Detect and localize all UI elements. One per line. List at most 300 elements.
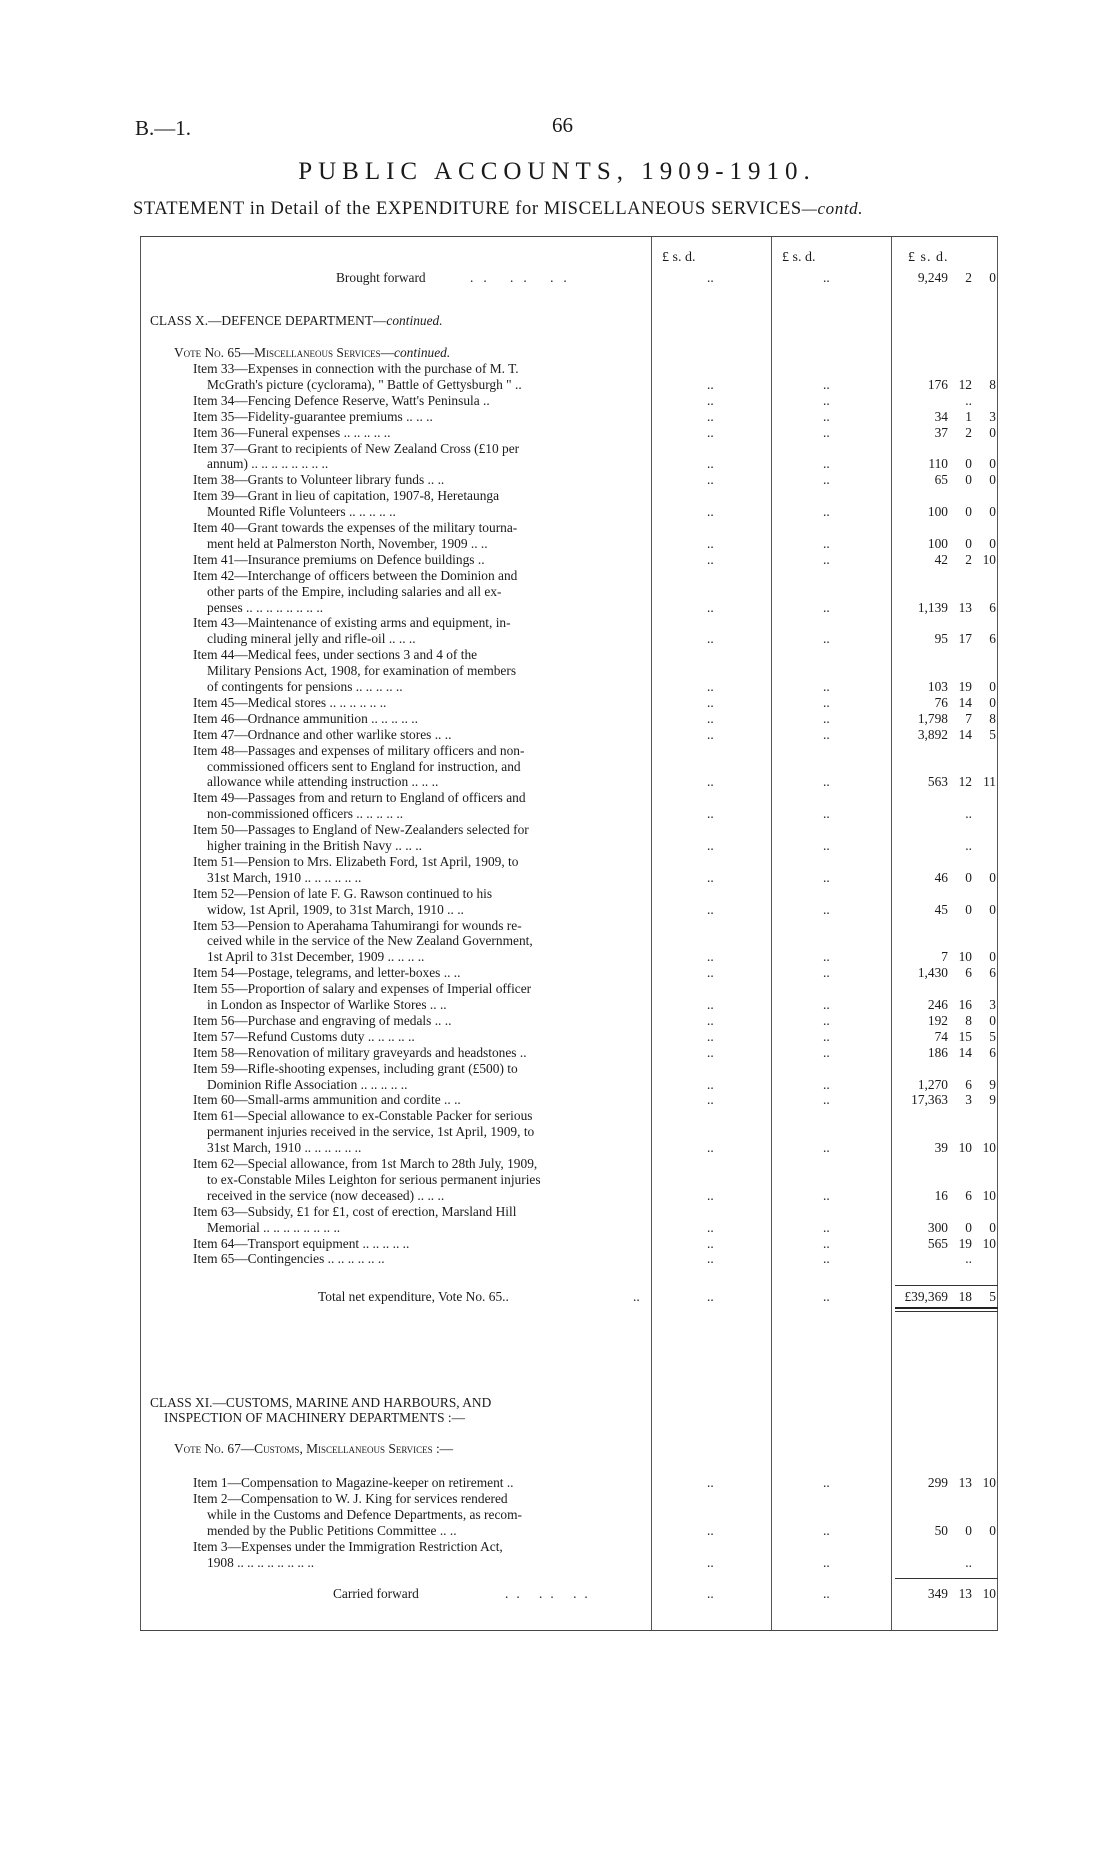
carried-forward-label: Carried forward [333,1586,419,1601]
item-amount-pounds: 7 [941,949,948,965]
class-x-heading [150,313,443,328]
item-col2-empty: .. [823,1044,830,1060]
item-amount-shillings: 6 [965,965,972,981]
item-amount-pence: 6 [989,1044,996,1060]
item-amount-pence: 0 [989,456,996,472]
item-text-line: Military Pensions Act, 1908, for examination of members [207,663,517,679]
item-amount [890,456,996,471]
item-col2-empty: .. [823,376,830,392]
item-col2-empty: .. [823,1187,830,1203]
item-amount-pence: 0 [989,869,996,885]
item-amount-pounds: 103 [927,679,948,694]
item-col2-empty: .. [823,694,830,710]
item-amount-pounds: 1,270 [917,1076,948,1092]
vote-67-item-amount-pounds: 50 [934,1522,948,1538]
item-amount [890,393,996,408]
vote-65-contd: continued. [394,345,451,360]
class-xi-heading-line1: CLASS XI.—CUSTOMS, MARINE AND HARBOURS, AND [150,1395,492,1410]
item-col1-empty: .. [707,599,714,615]
item-amount-pounds: 176 [927,376,948,392]
item-amount [890,679,996,694]
item-amount [890,774,996,789]
item-amount-pounds: 37 [934,424,948,440]
item-text-line: 31st March, 1910 .. .. .. .. .. .. [207,869,362,885]
vote-67-item-amount-shillings: 0 [965,1522,972,1538]
item-col1-empty: .. [707,726,714,742]
item-text-line: other parts of the Empire, including salaries and all ex- [207,583,502,599]
item-col1-empty: .. [707,472,714,488]
item-col1-empty: .. [707,456,714,472]
item-amount [890,1092,996,1107]
item-amount-pence: 0 [989,535,996,551]
item-amount [890,727,996,742]
item-amount [890,377,996,392]
item-text-line: received in the service (now deceased) .. .. .. [207,1187,445,1203]
item-text-line: Item 61—Special allowance to ex-Constable Packer for serious [193,1108,533,1124]
item-amount-pounds: 563 [927,774,948,790]
item-amount-shillings: 14 [958,694,972,710]
item-col2-empty: .. [823,901,830,917]
item-text-line: ment held at Palmerston North, November, 1909 .. .. [207,535,488,551]
item-amount-pounds: 45 [934,901,948,917]
item-col2-empty: .. [823,392,830,408]
item-col1-empty: .. [707,806,714,822]
item-text-line: Item 38—Grants to Volunteer library funds .. .. [193,472,445,488]
item-amount-pounds: 1,798 [917,710,948,726]
item-amount-shillings: 16 [958,997,972,1012]
item-text-line: Item 44—Medical fees, under sections 3 and 4 of the [193,647,478,663]
brought-forward-amount-pence: 0 [989,270,996,285]
item-text-line: McGrath's picture (cyclorama), " Battle of Gettysburgh " .. [207,376,522,392]
vote-67-item-col1-empty: .. [707,1522,714,1538]
item-amount-pounds: 16 [934,1187,948,1203]
item-col2-empty: .. [823,806,830,822]
item-text-line: allowance while attending instruction .. .. .. [207,774,439,790]
item-amount-pounds: 1,139 [917,599,948,615]
item-amount-pounds: 1,430 [917,965,948,981]
item-amount-shillings: 0 [965,504,972,520]
vote-67-item-text-line: Item 1—Compensation to Magazine-keeper on retirement .. [193,1475,514,1490]
carried-forward-amount-pounds: 349 [927,1586,948,1601]
brought-forward-amount-pounds: 9,249 [917,270,948,285]
item-amount [890,902,996,917]
carried-forward-amount-shillings: 13 [958,1586,972,1601]
item-col2-empty: .. [823,1251,830,1267]
total-vote-65-amount-shillings: 18 [958,1289,972,1304]
item-amount [890,1045,996,1060]
item-text-line: to ex-Constable Miles Leighton for serious permanent injuries [207,1171,541,1187]
vote-65-heading [174,345,450,360]
item-amount [890,1188,996,1203]
item-amount-shillings: 2 [965,551,972,567]
item-amount-pence: 0 [989,949,996,965]
page-number: 66 [552,113,573,137]
item-text-line: Item 50—Passages to England of New-Zealanders selected for [193,822,529,838]
item-amount-pence: 6 [989,599,996,615]
item-text-line: commissioned officers sent to England for instruction, and [207,758,521,774]
item-col1-empty: .. [707,504,714,520]
item-col1-empty: .. [707,535,714,551]
total-vote-65-leader: .. [633,1289,640,1304]
item-col1-empty: .. [707,869,714,885]
item-amount-pounds: 95 [934,631,948,647]
rule-right [997,237,998,1630]
item-amount-shillings: 19 [958,679,972,694]
total-double-rule-1 [895,1307,998,1309]
vote-67-item-amount-pounds: 299 [927,1475,948,1490]
page-title: PUBLIC ACCOUNTS, 1909-1910. [298,158,816,185]
vote-67-item-amount-pence: 0 [989,1522,996,1538]
item-amount-pounds: 42 [934,551,948,567]
subtitle-text: STATEMENT in Detail of the EXPENDITURE for MISCELLANEOUS SERVICES [133,199,802,219]
item-amount-pounds: 100 [927,504,948,520]
vote-67-item-text-line: Item 2—Compensation to W. J. King for services rendered [193,1490,508,1506]
total-vote-65-col1-empty: .. [707,1289,714,1304]
item-amount-shillings: 0 [965,472,972,488]
carried-forward-leader: .. .. .. [505,1586,596,1601]
item-text-line: penses .. .. .. .. .. .. .. .. [207,599,324,615]
item-text-line: Item 51—Pension to Mrs. Elizabeth Ford, 1st April, 1909, to [193,853,519,869]
item-amount-pounds: 46 [934,869,948,885]
item-amount-shillings: 14 [958,1044,972,1060]
item-text-line: Item 56—Purchase and engraving of medals .. .. [193,1012,452,1028]
item-amount [890,695,996,710]
total-vote-65-col2-empty: .. [823,1289,830,1304]
item-text-line: of contingents for pensions .. .. .. .. .. [207,679,403,694]
item-text-line: Memorial .. .. .. .. .. .. .. .. [207,1219,341,1235]
item-amount-pence: 6 [989,965,996,981]
item-col2-empty: .. [823,679,830,694]
vote-67-item-amount [890,1523,996,1538]
vote-67-item-col1-empty: .. [707,1554,714,1570]
item-text-line: Dominion Rifle Association .. .. .. .. .. [207,1076,408,1092]
item-text-line: annum) .. .. .. .. .. .. .. .. [207,456,329,472]
vote-67-item-amount-shillings: 13 [958,1475,972,1490]
item-col2-empty: .. [823,838,830,853]
item-text-line: Item 42—Interchange of officers between the Dominion and [193,567,518,583]
item-amount-pence: 0 [989,679,996,694]
item-text-line: Item 36—Funeral expenses .. .. .. .. .. [193,424,391,440]
item-text-line: Item 58—Renovation of military graveyards and headstones .. [193,1044,527,1060]
item-col1-empty: .. [707,631,714,647]
item-col2-empty: .. [823,1076,830,1092]
item-text-line: Item 45—Medical stores .. .. .. .. .. .. [193,694,387,710]
item-amount-shillings: 0 [965,535,972,551]
brought-forward-col1-empty: .. [707,270,714,285]
item-col2-empty: .. [823,504,830,520]
item-col2-empty: .. [823,551,830,567]
item-amount-shillings: .. [965,838,972,853]
item-text-line: Item 41—Insurance premiums on Defence buildings .. [193,551,485,567]
item-text-line: Item 43—Maintenance of existing arms and equipment, in- [193,615,511,631]
vote-67-item-col2-empty: .. [823,1475,830,1490]
item-col1-empty: .. [707,1235,714,1251]
item-amount-pence: 0 [989,694,996,710]
col2-header: £ s. d. [782,250,816,265]
class-x-title: CLASS X.—DEFENCE DEPARTMENT— [150,313,387,328]
item-amount-shillings: 0 [965,456,972,472]
item-amount-shillings: 17 [958,631,972,647]
rule-col3 [891,237,892,1630]
item-amount-pence: 9 [989,1076,996,1092]
item-amount [890,1013,996,1028]
item-amount [890,472,996,487]
brought-forward-amount-shillings: 2 [965,270,972,285]
item-amount-pounds: 246 [927,997,948,1012]
item-amount-pounds: 39 [934,1140,948,1156]
item-amount [890,711,996,726]
carried-forward-col2-empty: .. [823,1586,830,1601]
item-amount [890,965,996,980]
item-col1-empty: .. [707,1012,714,1028]
item-col2-empty: .. [823,774,830,790]
item-col2-empty: .. [823,472,830,488]
item-amount [890,504,996,519]
item-amount-shillings: 10 [958,1140,972,1156]
item-col2-empty: .. [823,1012,830,1028]
item-amount-shillings: 14 [958,726,972,742]
carried-forward-amount [890,1586,996,1601]
item-col2-empty: .. [823,965,830,981]
item-col1-empty: .. [707,1187,714,1203]
carried-forward-amount-pence: 10 [982,1586,996,1601]
item-amount-pence: 0 [989,901,996,917]
statement-subtitle [133,199,863,220]
item-amount-shillings: 12 [958,774,972,790]
item-col2-empty: .. [823,408,830,424]
col1-header: £ s. d. [662,250,696,265]
item-amount-shillings: 1 [965,408,972,424]
item-amount-pounds: 300 [927,1219,948,1235]
brought-forward-label: Brought forward [336,270,426,285]
item-amount-pounds: 186 [927,1044,948,1060]
item-amount [890,1220,996,1235]
total-vote-65-amount [890,1289,996,1304]
item-amount-pence: 5 [989,1028,996,1044]
vote-67-item-amount-pence: 10 [982,1475,996,1490]
item-col1-empty: .. [707,679,714,694]
item-col2-empty: .. [823,1219,830,1235]
item-text-line: 1st April to 31st December, 1909 .. .. .. .. [207,949,425,965]
item-amount-pounds: 192 [927,1012,948,1028]
item-text-line: Item 52—Pension of late F. G. Rawson continued to his [193,885,493,901]
item-col1-empty: .. [707,997,714,1012]
item-col1-empty: .. [707,1140,714,1156]
item-text-line: Item 40—Grant towards the expenses of the military tourna- [193,520,518,535]
item-amount [890,536,996,551]
item-text-line: Mounted Rifle Volunteers .. .. .. .. .. [207,504,396,520]
item-col2-empty: .. [823,424,830,440]
item-col1-empty: .. [707,774,714,790]
item-col1-empty: .. [707,710,714,726]
vote-65-title: Vote No. 65—Miscellaneous Services— [174,345,395,360]
item-amount-shillings: 19 [958,1235,972,1251]
item-amount-pence: 3 [989,997,996,1012]
item-text-line: Item 49—Passages from and return to England of officers and [193,790,526,806]
item-col1-empty: .. [707,551,714,567]
item-col1-empty: .. [707,1076,714,1092]
item-amount-pence: 11 [983,774,996,790]
item-col2-empty: .. [823,456,830,472]
item-text-line: Item 64—Transport equipment .. .. .. .. .. [193,1235,410,1251]
vote-67-item-amount-shillings: .. [965,1554,972,1570]
vote-67-item-col2-empty: .. [823,1554,830,1570]
total-double-rule-2 [895,1311,998,1312]
item-amount-pence: 6 [989,631,996,647]
item-col2-empty: .. [823,1092,830,1108]
col3-header: £ s. d. [908,250,949,265]
item-col2-empty: .. [823,726,830,742]
item-amount-shillings: 2 [965,424,972,440]
item-amount-shillings: .. [965,1251,972,1267]
item-amount [890,631,996,646]
vote-67-item-text-line: Item 3—Expenses under the Immigration Restriction Act, [193,1538,503,1554]
carried-forward-col1-empty: .. [707,1586,714,1601]
item-col2-empty: .. [823,1028,830,1044]
item-amount [890,600,996,615]
item-text-line: Item 63—Subsidy, £1 for £1, cost of erection, Marsland Hill [193,1203,517,1219]
item-amount [890,838,996,853]
item-amount-pence: 10 [982,1187,996,1203]
item-amount [890,1251,996,1266]
class-xi-heading-line2: INSPECTION OF MACHINERY DEPARTMENTS :— [164,1410,466,1425]
item-amount-pence: 0 [989,1012,996,1028]
item-col1-empty: .. [707,376,714,392]
item-text-line: permanent injuries received in the service, 1st April, 1909, to [207,1124,535,1140]
item-amount-pounds: 34 [934,408,948,424]
item-amount-shillings: 0 [965,1219,972,1235]
item-text-line: Item 33—Expenses in connection with the purchase of M. T. [193,361,519,376]
item-text-line: Item 47—Ordnance and other warlike stores .. .. [193,726,452,742]
item-amount [890,870,996,885]
item-amount-shillings: 15 [958,1028,972,1044]
item-col2-empty: .. [823,869,830,885]
item-amount-pounds: 110 [928,456,948,472]
item-col2-empty: .. [823,599,830,615]
brought-forward-leader: .. .. .. [470,270,577,285]
item-amount-pounds: 100 [927,535,948,551]
item-col1-empty: .. [707,424,714,440]
vote-67-item-col1-empty: .. [707,1475,714,1490]
item-amount-pence: 3 [989,408,996,424]
item-col1-empty: .. [707,949,714,965]
item-amount-pounds: 3,892 [917,726,948,742]
vote-67-item-text-line: 1908 .. .. .. .. .. .. .. .. [207,1554,315,1570]
item-amount [890,949,996,964]
total-vote-65-label: Total net expenditure, Vote No. 65.. [318,1289,509,1304]
total-vote-65-amount-pounds: £39,369 [904,1289,948,1304]
item-text-line: Item 55—Proportion of salary and expenses of Imperial officer [193,981,532,997]
item-col1-empty: .. [707,408,714,424]
item-amount [890,1236,996,1251]
class-x-contd: continued. [386,313,443,328]
brought-forward-amount [890,270,996,285]
item-col1-empty: .. [707,392,714,408]
item-text-line: ceived while in the service of the New Zealand Government, [207,933,533,949]
item-col2-empty: .. [823,1235,830,1251]
item-amount-shillings: 13 [958,599,972,615]
item-text-line: Item 46—Ordnance ammunition .. .. .. .. .. [193,710,418,726]
rule-col2 [771,237,772,1630]
item-col1-empty: .. [707,901,714,917]
rule-col1 [651,237,652,1630]
item-amount-shillings: .. [965,806,972,822]
item-col1-empty: .. [707,1044,714,1060]
item-amount-shillings: .. [965,392,972,408]
item-amount [890,1029,996,1044]
item-text-line: Item 48—Passages and expenses of military officers and non- [193,742,525,758]
item-col1-empty: .. [707,1092,714,1108]
item-amount [890,1140,996,1155]
item-amount-shillings: 6 [965,1076,972,1092]
item-amount-pounds: 65 [934,472,948,488]
item-amount-pence: 10 [982,551,996,567]
vote-67-item-amount [890,1555,996,1570]
item-amount [890,425,996,440]
item-amount-pence: 5 [989,726,996,742]
item-amount-pence: 10 [982,1235,996,1251]
item-text-line: Item 54—Postage, telegrams, and letter-boxes .. .. [193,965,461,981]
item-text-line: Item 53—Pension to Aperahama Tahumirangi for wounds re- [193,917,522,933]
item-amount-shillings: 3 [965,1092,972,1108]
item-text-line: Item 60—Small-arms ammunition and cordite .. .. [193,1092,461,1108]
item-amount-pounds: 74 [934,1028,948,1044]
item-col2-empty: .. [823,949,830,965]
item-col1-empty: .. [707,965,714,981]
item-text-line: Item 57—Refund Customs duty .. .. .. .. .. [193,1028,415,1044]
item-amount-pence: 8 [989,376,996,392]
item-text-line: higher training in the British Navy .. .. .. [207,838,422,853]
brought-forward-col2-empty: .. [823,270,830,285]
item-text-line: Item 39—Grant in lieu of capitation, 1907-8, Heretaunga [193,488,500,504]
item-amount-pence: 10 [982,1140,996,1156]
item-text-line: widow, 1st April, 1909, to 31st March, 1910 .. .. [207,901,464,917]
item-text-line: non-commissioned officers .. .. .. .. .. [207,806,404,822]
vote-67-item-col2-empty: .. [823,1522,830,1538]
item-amount-pounds: 76 [934,694,948,710]
item-text-line: Item 62—Special allowance, from 1st March to 28th July, 1909, [193,1156,538,1171]
report-reference: B.—1. [135,116,192,140]
vote-67-item-amount [890,1475,996,1490]
item-amount-pounds: 17,363 [911,1092,948,1108]
item-amount-pence: 0 [989,472,996,488]
item-col2-empty: .. [823,710,830,726]
vote-67-item-text-line: mended by the Public Petitions Committee .. .. [207,1522,457,1538]
rule-left [140,237,141,1630]
item-amount [890,806,996,821]
item-amount-pence: 9 [989,1092,996,1108]
item-amount-shillings: 7 [965,710,972,726]
item-col2-empty: .. [823,1140,830,1156]
item-text-line: Item 35—Fidelity-guarantee premiums .. .. .. [193,408,433,424]
subtotal-rule [895,1285,998,1286]
item-col1-empty: .. [707,1028,714,1044]
item-text-line: Item 65—Contingencies .. .. .. .. .. .. [193,1251,385,1267]
item-amount-pounds: 565 [927,1235,948,1251]
vote-67-heading: Vote No. 67—Customs, Miscellaneous Services :— [174,1441,454,1456]
item-col2-empty: .. [823,631,830,647]
item-col2-empty: .. [823,535,830,551]
item-text-line: Item 34—Fencing Defence Reserve, Watt's Peninsula .. [193,392,490,408]
item-amount-shillings: 10 [958,949,972,965]
item-amount [890,409,996,424]
item-amount-shillings: 0 [965,901,972,917]
item-text-line: Item 59—Rifle-shooting expenses, including grant (£500) to [193,1060,518,1076]
item-amount-shillings: 8 [965,1012,972,1028]
item-text-line: 31st March, 1910 .. .. .. .. .. .. [207,1140,362,1156]
subtitle-contd: —contd. [801,199,864,218]
item-text-line: cluding mineral jelly and rifle-oil .. .. .. [207,631,416,647]
